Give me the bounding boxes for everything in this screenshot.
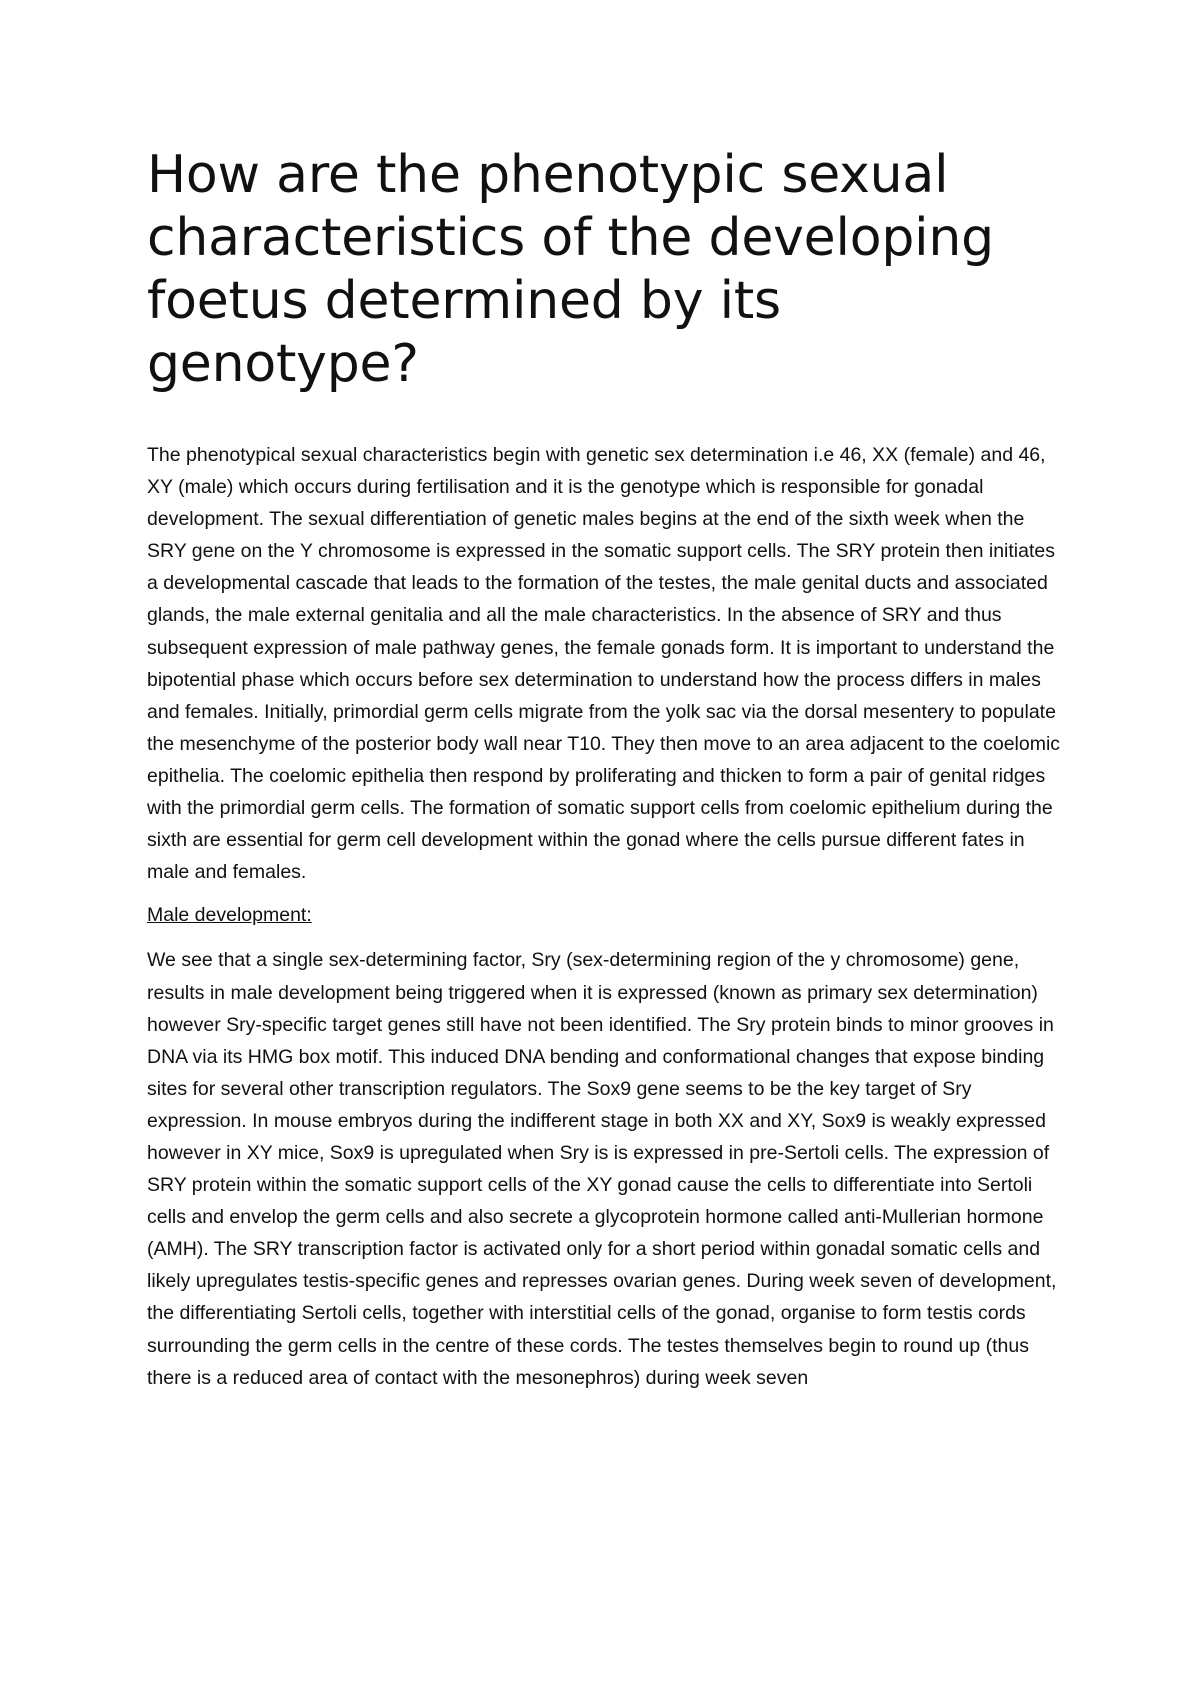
- section-heading-male-development: Male development:: [147, 904, 312, 927]
- document-body: [147, 144, 1067, 1405]
- document-title: How are the phenotypic sexual characteristics of the developing foetus determined by its genotype?: [147, 145, 994, 394]
- male-development-paragraph: We see that a single sex-determining factor, Sry (sex-determining region of the y chromosome) gene, results in male development being triggered when it is expressed (known as primary sex determination) however Sry-specific target genes still have not been identified. The Sry protein binds to minor grooves in DNA via its HMG box motif. This induced DNA bending and conformational changes that expose binding sites for several other transcription regulators. The Sox9 gene seems to be the key target of Sry expression. In mouse embryos during the indifferent stage in both XX and XY, Sox9 is weakly expressed however in XY mice, Sox9 is upregulated when Sry is is expressed in pre-Sertoli cells. The expression of SRY protein within the somatic support cells of the XY gonad cause the cells to differentiate into Sertoli cells and envelop the germ cells and also secrete a glycoprotein hormone called anti-Mullerian hormone (AMH). The SRY transcription factor is activated only for a short period within gonadal somatic cells and likely upregulates testis-specific genes and represses ovarian genes. During week seven of development, the differentiating Sertoli cells, together with interstitial cells of the gonad, organise to form testis cords surrounding the germ cells in the centre of these cords. The testes themselves begin to round up (thus there is a reduced area of contact with the mesonephros) during week seven: [147, 949, 1057, 1389]
- intro-paragraph: The phenotypical sexual characteristics begin with genetic sex determination i.e 46, XX (female) and 46, XY (male) which occurs during fertilisation and it is the genotype which is responsible for gonadal development. The sexual differentiation of genetic males begins at the end of the sixth week when the SRY gene on the Y chromosome is expressed in the somatic support cells. The SRY protein then initiates a developmental cascade that leads to the formation of the testes, the male genital ducts and associated glands, the male external genitalia and all the male characteristics. In the absence of SRY and thus subsequent expression of male pathway genes, the female gonads form. It is important to understand the bipotential phase which occurs before sex determination to understand how the process differs in males and females. Initially, primordial germ cells migrate from the yolk sac via the dorsal mesentery to populate the mesenchyme of the posterior body wall near T10. They then move to an area adjacent to the coelomic epithelia. The coelomic epithelia then respond by proliferating and thicken to form a pair of genital ridges with the primordial germ cells. The formation of somatic support cells from coelomic epithelium during the sixth are essential for germ cell development within the gonad where the cells pursue different fates in male and females.: [147, 444, 1061, 884]
